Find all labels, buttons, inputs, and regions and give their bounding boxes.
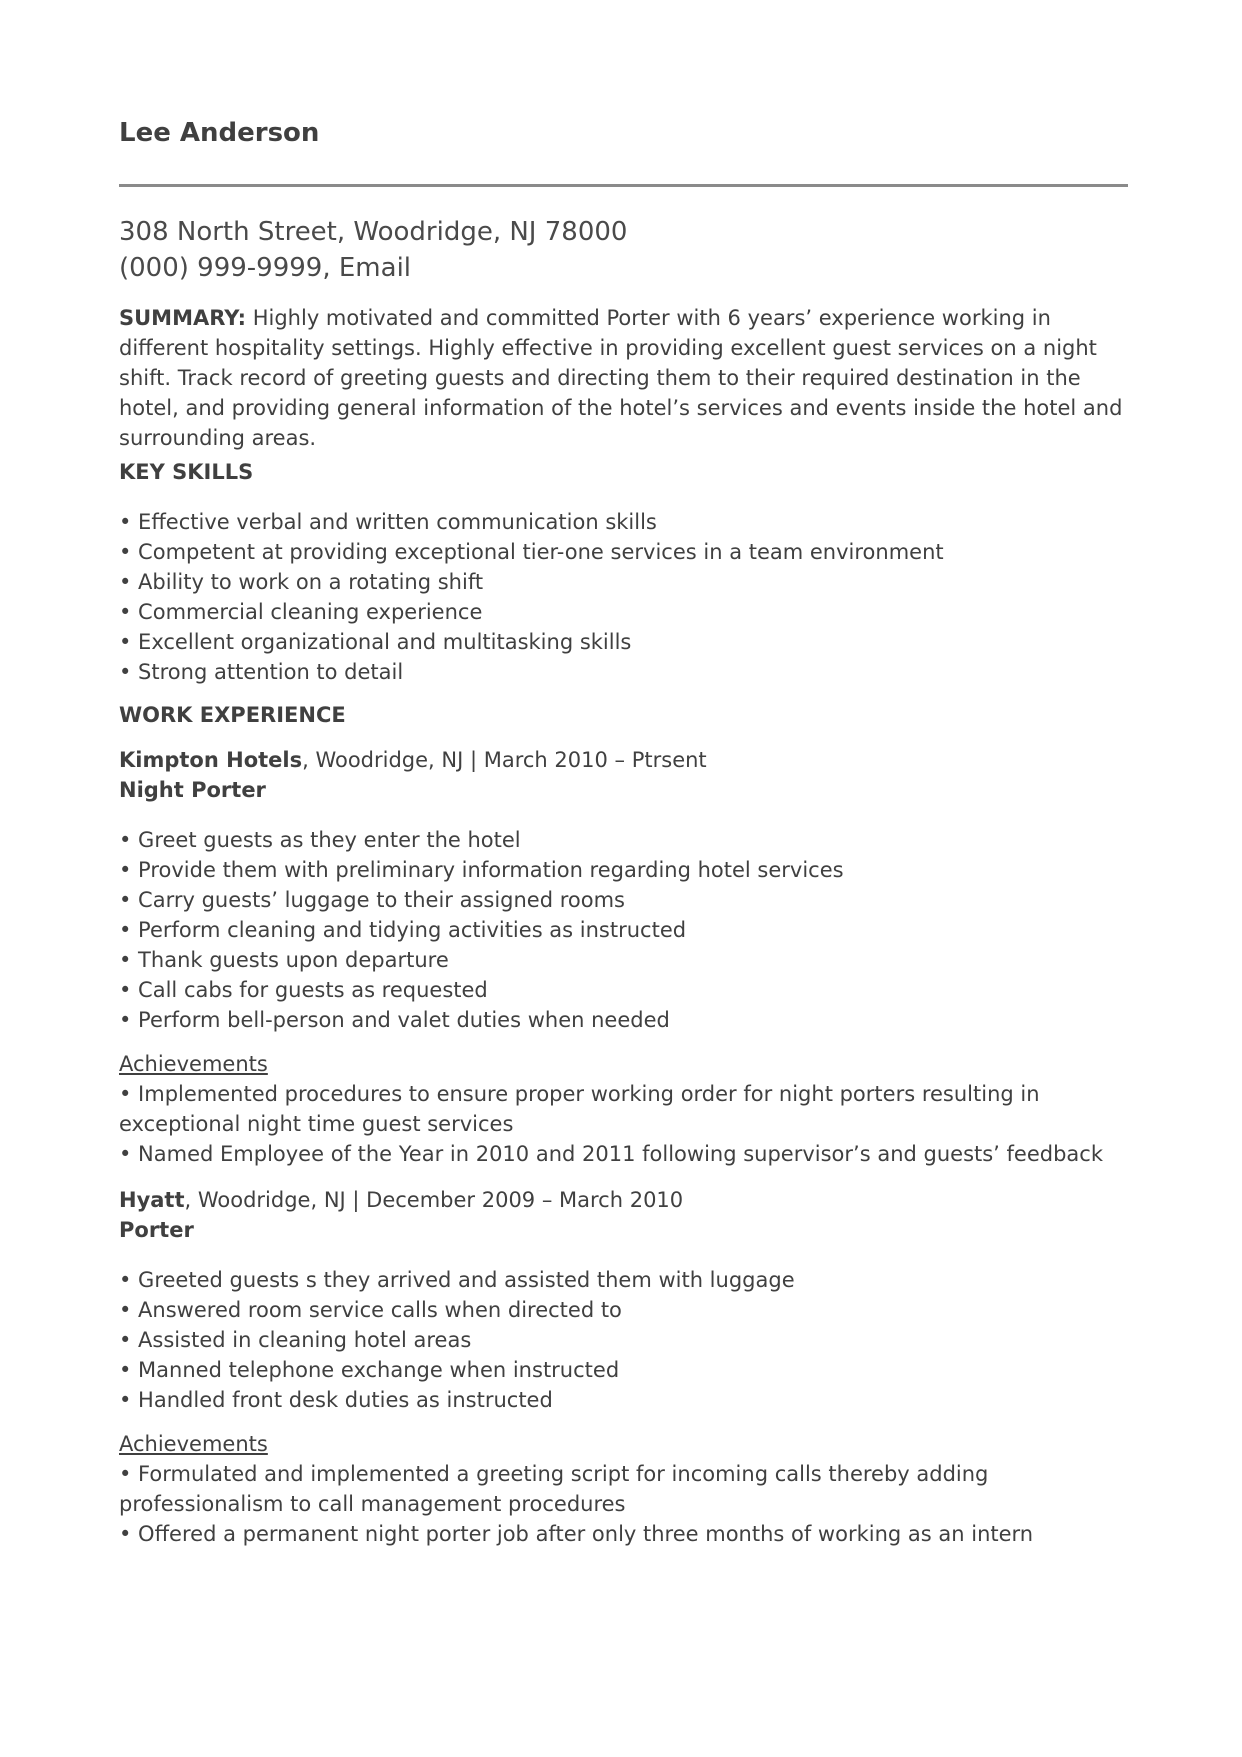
phone-email-line: (000) 999-9999, Email (119, 253, 412, 283)
list-item: • Competent at providing exceptional tier-one services in a team environment (119, 540, 944, 564)
key-skills-list (119, 507, 1129, 687)
contact-block (119, 214, 627, 286)
list-item: • Strong attention to detail (119, 660, 404, 684)
list-item: • Commercial cleaning experience (119, 600, 483, 624)
list-item: • Call cabs for guests as requested (119, 978, 488, 1002)
job-details: , Woodridge, NJ | March 2010 – Ptrsent (302, 748, 707, 772)
job-entry (119, 745, 1129, 1169)
work-experience-heading: WORK EXPERIENCE (119, 703, 346, 727)
job-role: Porter (119, 1218, 194, 1242)
list-item: • Implemented procedures to ensure proper working order for night porters resulting in exceptional night time guest services (119, 1082, 1040, 1136)
list-item: • Handled front desk duties as instructed (119, 1388, 553, 1412)
job-details: , Woodridge, NJ | December 2009 – March 2010 (184, 1188, 684, 1212)
achievements-list (119, 1079, 1129, 1169)
list-item: • Offered a permanent night porter job after only three months of working as an intern (119, 1522, 1034, 1546)
resume-name: Lee Anderson (119, 118, 320, 148)
job-duties-list (119, 825, 1129, 1035)
list-item: • Provide them with preliminary information regarding hotel services (119, 858, 844, 882)
achievements-list (119, 1459, 1129, 1549)
job-duties-list (119, 1265, 1129, 1415)
header-divider (119, 184, 1128, 187)
summary-section (119, 303, 1129, 453)
summary-label: SUMMARY: (119, 306, 247, 330)
list-item: • Thank guests upon departure (119, 948, 449, 972)
list-item: • Excellent organizational and multitasking skills (119, 630, 632, 654)
list-item: • Greet guests as they enter the hotel (119, 828, 521, 852)
list-item: • Effective verbal and written communication skills (119, 510, 657, 534)
job-company: Kimpton Hotels (119, 748, 303, 772)
job-role: Night Porter (119, 778, 266, 802)
list-item: • Perform bell-person and valet duties when needed (119, 1008, 670, 1032)
key-skills-heading: KEY SKILLS (119, 460, 254, 484)
list-item: • Answered room service calls when directed to (119, 1298, 622, 1322)
achievements-title: Achievements (119, 1052, 268, 1076)
list-item: • Ability to work on a rotating shift (119, 570, 484, 594)
address-line: 308 North Street, Woodridge, NJ 78000 (119, 217, 628, 247)
job-company: Hyatt (119, 1188, 185, 1212)
list-item: • Greeted guests s they arrived and assisted them with luggage (119, 1268, 795, 1292)
achievements-title: Achievements (119, 1432, 268, 1456)
job-entry (119, 1185, 1129, 1549)
job-company-line (119, 1185, 1129, 1215)
summary-text: Highly motivated and committed Porter with 6 years’ experience working in different hospitality settings. Highly effective in providing excellent guest services on a night shift. Track record of greeting guests and directing them to their required destination in the hotel, and providing general information of the hotel’s services and events inside the hotel and surrounding areas. (119, 306, 1123, 450)
list-item: • Carry guests’ luggage to their assigned rooms (119, 888, 625, 912)
list-item: • Manned telephone exchange when instructed (119, 1358, 620, 1382)
list-item: • Formulated and implemented a greeting script for incoming calls thereby adding professionalism to call management procedures (119, 1462, 989, 1516)
job-company-line (119, 745, 1129, 775)
list-item: • Named Employee of the Year in 2010 and 2011 following supervisor’s and guests’ feedback (119, 1142, 1104, 1166)
list-item: • Assisted in cleaning hotel areas (119, 1328, 472, 1352)
work-experience-heading-block (119, 700, 1129, 730)
list-item: • Perform cleaning and tidying activities as instructed (119, 918, 687, 942)
key-skills-section (119, 457, 1129, 687)
